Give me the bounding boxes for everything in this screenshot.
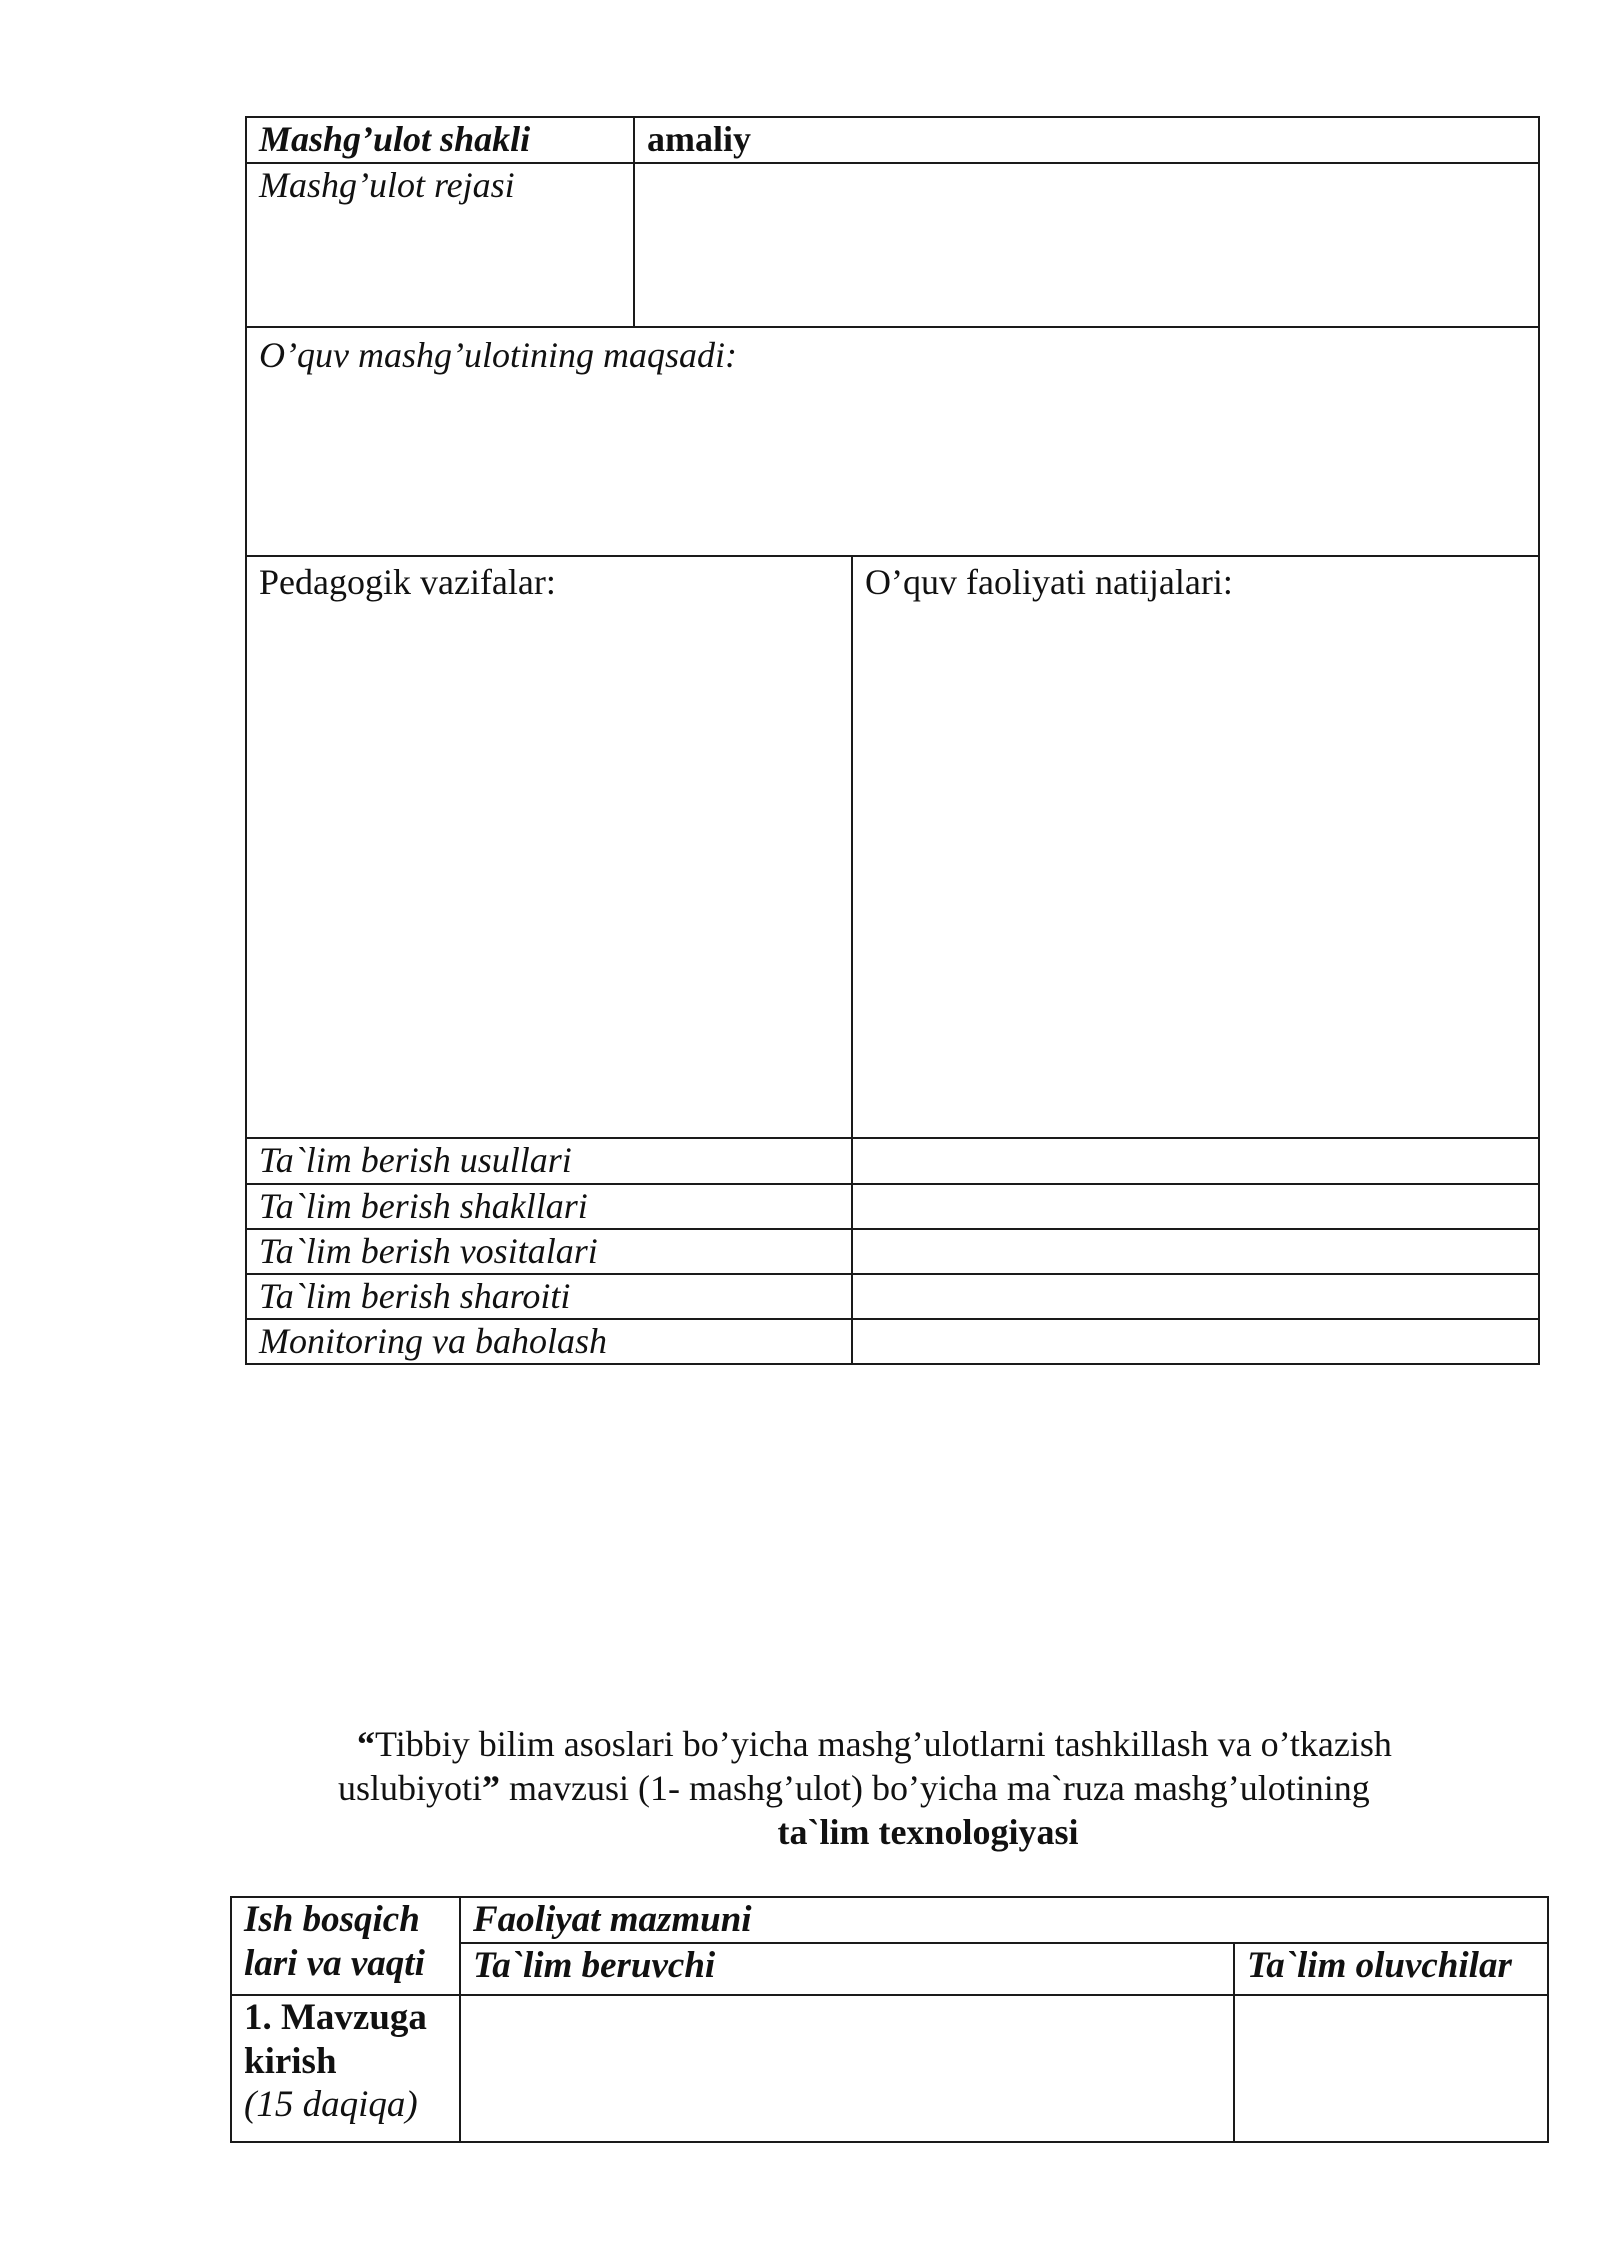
tasks-label: Pedagogik vazifalar:: [246, 556, 852, 1138]
plan-row: [246, 163, 1539, 327]
teacher-cell: [460, 1995, 1234, 2142]
method-value: [852, 1274, 1539, 1319]
method-label: Monitoring va baholash: [246, 1319, 852, 1364]
stage-time: (15 daqiqa): [244, 2084, 418, 2126]
method-value: [852, 1184, 1539, 1229]
stage-header: Ish bosqich lari va vaqti: [231, 1897, 460, 1995]
heading-line-2-rest: mavzusi (1- mashg’ulot) bo’yicha ma`ruza mashg’ulotining: [500, 1768, 1370, 1808]
method-label: Ta`lim berish sharoiti: [246, 1274, 852, 1319]
form-value: amaliy: [634, 117, 1539, 163]
lesson-info-table: [245, 116, 1540, 1365]
results-label: O’quv faoliyati natijalari:: [852, 556, 1539, 1138]
method-row: [246, 1229, 1539, 1274]
heading-line-1-text: Tibbiy bilim asoslari bo’yicha mashg’ulotlarni tashkillash va o’tkazish: [375, 1724, 1392, 1764]
teacher-header: Ta`lim beruvchi: [460, 1943, 1234, 1995]
table-row: [231, 1995, 1548, 2142]
students-cell: [1234, 1995, 1548, 2142]
content-header: Faoliyat mazmuni: [460, 1897, 1548, 1943]
students-header: Ta`lim oluvchilar: [1234, 1943, 1548, 1995]
plan-value: [634, 163, 1539, 327]
close-quote: ”: [482, 1768, 501, 1808]
stage-title: 1. Mavzuga kirish: [244, 1997, 427, 2082]
method-row: [246, 1138, 1539, 1184]
goal-label: O’quv mashg’ulotining maqsadi:: [246, 327, 1539, 556]
header-row: [231, 1897, 1548, 1943]
method-value: [852, 1229, 1539, 1274]
method-label: Ta`lim berish vositalari: [246, 1229, 852, 1274]
open-quote: “: [357, 1724, 375, 1764]
tasks-results-row: [246, 556, 1539, 1138]
lesson-technology-table: [230, 1896, 1549, 2143]
method-row: [246, 1274, 1539, 1319]
form-row: [246, 117, 1539, 163]
stage-cell: [231, 1995, 460, 2142]
method-row: [246, 1184, 1539, 1229]
form-label: Mashg’ulot shakli: [246, 117, 634, 163]
goal-row: [246, 327, 1539, 556]
method-row: [246, 1319, 1539, 1364]
method-label: Ta`lim berish usullari: [246, 1138, 852, 1184]
heading-line-2: [338, 1766, 1370, 1810]
heading-line-1: [357, 1722, 1392, 1766]
method-label: Ta`lim berish shakllari: [246, 1184, 852, 1229]
method-value: [852, 1319, 1539, 1364]
heading-line-2-text: uslubiyoti: [338, 1768, 483, 1808]
method-value: [852, 1138, 1539, 1184]
plan-label: Mashg’ulot rejasi: [246, 163, 634, 327]
heading-line-3: ta`lim texnologiyasi: [777, 1812, 1079, 1852]
